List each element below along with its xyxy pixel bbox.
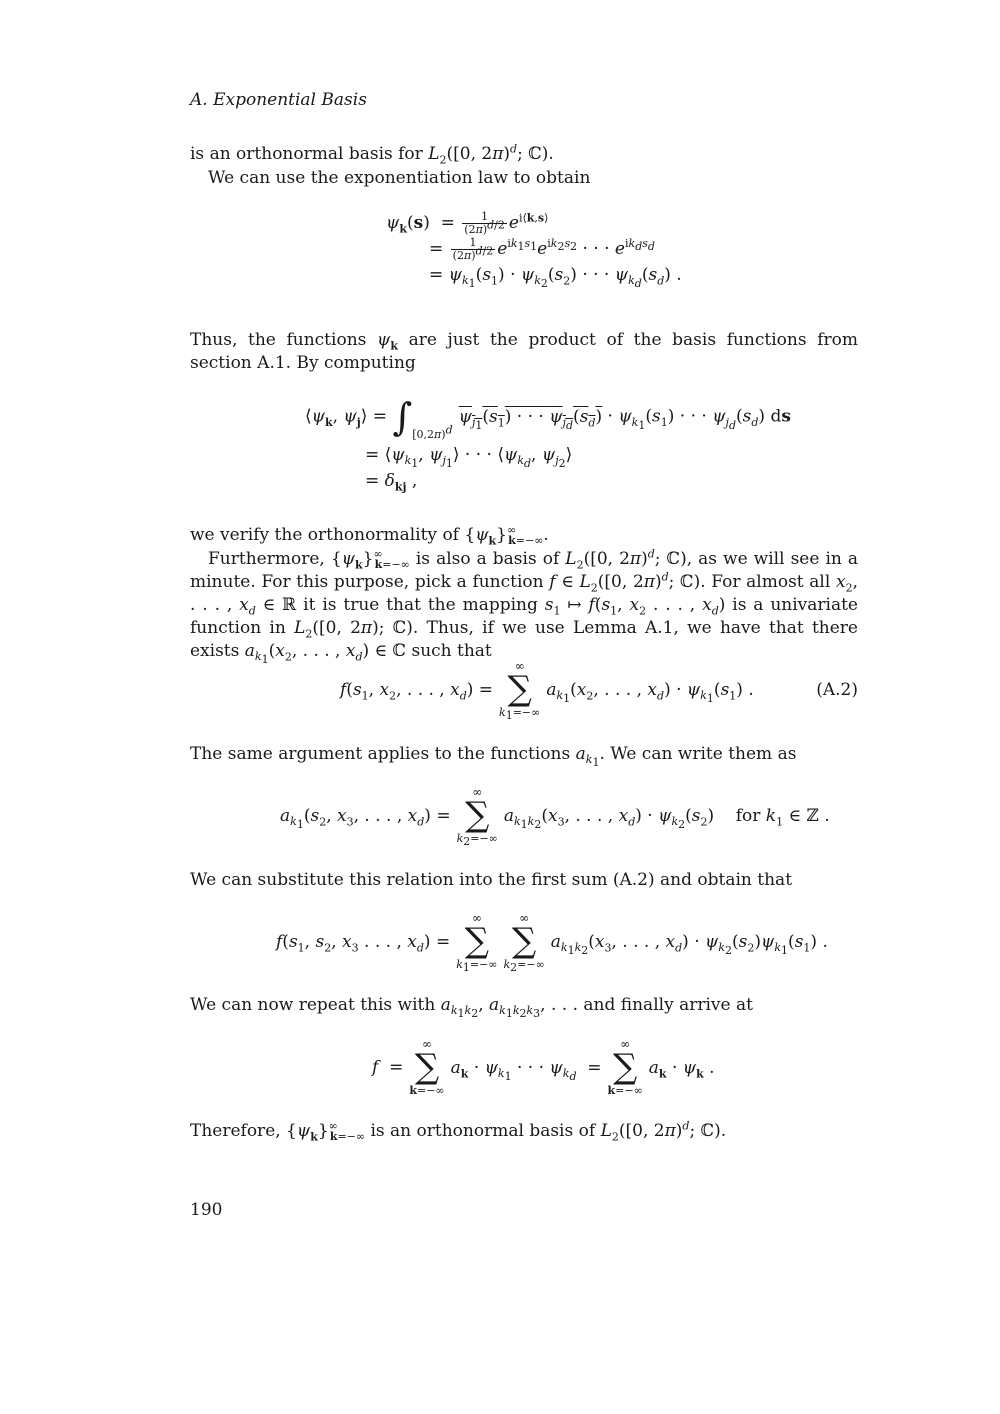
paragraph-7: We can substitute this relation into the first sum (A.2) and obtain that bbox=[190, 870, 793, 890]
paragraph-9: Therefore, $\{\psi_k\}^\infty_{k=-\infty}$ is an orthonormal basis of $L_2([0$, 2π)$^d$; ℂ). bbox=[190, 1119, 727, 1144]
paragraph-1: is an orthonormal basis for $L_2([0$, 2π)$^d$; ℂ). bbox=[190, 142, 554, 167]
equation-exponentiation: $\psi_k(s)$ = $\frac{1}{(2\pi)^{d/2}}$ $e^{i⟨k,s⟩}$ = $\frac{1}{(2\pi)^{d/2}}$ $e^{ik_1s_1}e^{ik_2s_2}$ · · · $e^{ik_ds_d}$ = $\psi_{k_1}(s_1) \cdot \psi_{k_2}(s_2)$ · · · $\psi_{k_d}(s_d)$ . bbox=[386, 210, 682, 291]
running-title: A. Exponential Basis bbox=[190, 90, 367, 110]
equation-ak1-expansion: $a_{k_1}(s_2$, $x_3$, . . . , $x_d$) = ∞ ∑ $k_2=-\infty$ $a_{k_1k_2}(x_3$, . . . , $x_d) \cdot \psi_{k_2}(s_2)$ for $k_1$ ∈ ℤ . bbox=[280, 785, 830, 849]
equation-a2: $f(s_1$, $x_2$, . . . , $x_d$) = ∞ ∑ $k_1=-\infty$ $a_{k_1}(x_2$, . . . , $x_d) \cdot \psi_{k_1}(s_1)$ . (A.2) bbox=[340, 659, 858, 723]
equation-full-expansion: f = ∞ ∑ k=−∞ $a_k \cdot \psi_{k_1}$ · · · $\psi_{k_d}$ = ∞ ∑ k=−∞ $a_k \cdot \psi_k$ . bbox=[372, 1037, 715, 1097]
paragraph-4: we verify the orthonormality of $\{\psi_k\}^\infty_{k=-\infty}$. bbox=[190, 523, 549, 548]
paragraph-3: Thus, the functions $\psi_k$ are just the product of the basis functions from section A.1. By computing bbox=[190, 330, 858, 373]
paragraph-8: We can now repeat this with $a_{k_1k_2}$, $a_{k_1k_2k_3}$, . . . and finally arrive at bbox=[190, 995, 753, 1021]
equation-inner-product: $⟨\psi_k$, $\psi_j⟩ = \int_{[0,2\pi)^d}\psi_{j_1}(s_1)$ · · · $\psi_{j_d}(s_d) \cdot \psi_{k_1}(s_1)$ · · · $\psi_{j_d}(s_d)$ ds = $⟨\psi_{k_1}$, $\psi_{j_1}⟩$ · · · $⟨\psi_{k_d}$, $\psi_{j_2}⟩$ = $\delta_{kj}$ , bbox=[305, 395, 791, 494]
paragraph-6: The same argument applies to the functions $a_{k_1}$. We can write them as bbox=[190, 744, 797, 770]
equation-double-sum: $f(s_1$, $s_2$, $x_3$ . . . , $x_d$) = ∞ ∑ $k_1=-\infty$ ∞ ∑ $k_2=-\infty$ $a_{k_1k_2}(x_3$, . . . , $x_d) \cdot \psi_{k_2}(s_2)\psi_{k_1}(s_1)$ . bbox=[276, 911, 828, 975]
page-number: 190 bbox=[190, 1200, 223, 1220]
equation-label: (A.2) bbox=[816, 680, 858, 700]
running-header bbox=[190, 90, 367, 110]
paragraph-5: Furthermore, $\{\psi_k\}^\infty_{k=-\infty}$ is also a basis of $L_2([0$, 2π)$^d$; ℂ), as we will see in a minute. For this purpose, pick a function f ∈ $L_2([0$, 2π)$^d$; ℂ). For almost all $x_2$, . . . , $x_d$ ∈ ℝ it is true that the mapping $s_1$ ↦ $f(s_1$, $x_2$ . . . , $x_d$) is a univariate function in $L_2([0$, 2π); ℂ). Thus, if we use Lemma A.1, we have that there exists $a_{k_1}(x_2$, . . . , $x_d$) ∈ ℂ such that bbox=[190, 547, 858, 667]
paragraph-2: We can use the exponentiation law to obtain bbox=[208, 168, 591, 188]
